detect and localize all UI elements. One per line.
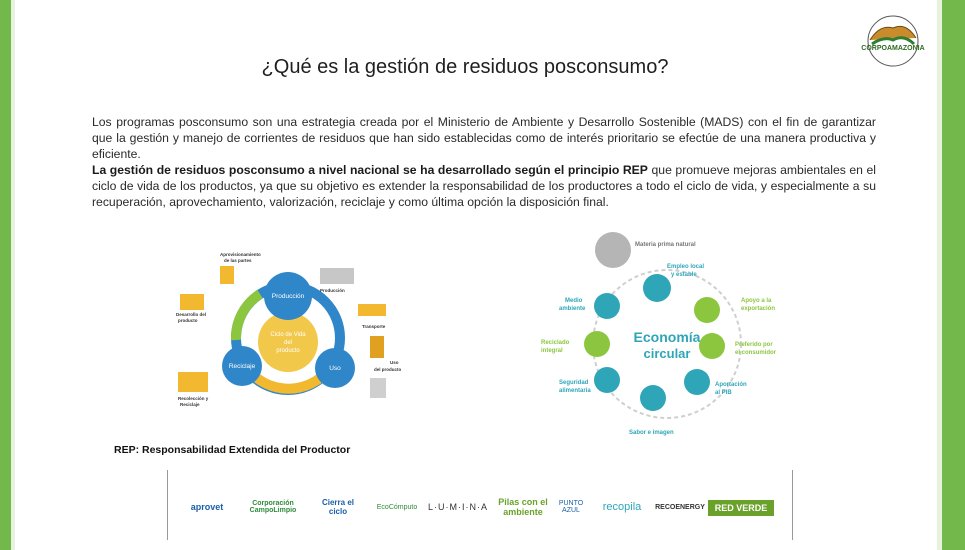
partner-aprovet-logo: aprovet — [190, 502, 224, 512]
right-green-border — [942, 0, 965, 550]
economia-circular-diagram — [535, 222, 800, 442]
preferido-icon — [699, 333, 725, 359]
label-aprov-1: Aprovisionamiento — [220, 252, 261, 257]
rep-caption: REP: Responsabilidad Extendida del Productor — [114, 444, 351, 456]
paragraph-2-bold: La gestión de residuos posconsumo a nivel nacional se ha desarrollado según el principio REP — [92, 163, 648, 177]
label-recoleccion-1: Recolección y — [178, 396, 209, 401]
label-uso-1: Uso — [390, 360, 399, 365]
label-produccion: Producción — [320, 288, 345, 293]
ec-label-materia: Materia prima natural — [635, 242, 696, 248]
page-title: ¿Qué es la gestión de residuos posconsumo? — [261, 56, 669, 78]
paragraph-2-rest: que promueve mejoras ambientales en el ciclo de vida de los productos, ya que su objetivo es extender la responsabilidad de los productores a todo el ciclo de vida, y especialmente a su recuperación, aprovechamiento, valorización, reciclaje y como última opción la disposición final. — [92, 163, 877, 209]
materia-prima-icon — [595, 232, 631, 268]
partner-campo-limpio-logo: Corporación CampoLimpio — [249, 500, 297, 514]
recycling-people-icon — [178, 372, 208, 392]
ec-label-aportacion-2: al PIB — [715, 390, 732, 396]
node-uso-label: Uso — [329, 365, 341, 372]
ec-label-seguridad-2: alimentaria — [559, 388, 591, 394]
partner-recopila-logo: recopila — [602, 501, 642, 513]
ec-label-aportacion-1: Aportación — [715, 382, 747, 388]
ec-label-sabor: Sabor e imagen — [629, 430, 674, 436]
node-produccion-label: Producción — [271, 293, 305, 300]
ec-label-apoyo-2: exportación — [741, 306, 776, 312]
corpoamazonia-wordmark: CORPOAMAZONIA — [861, 45, 925, 52]
ec-label-reciclado-2: integral — [541, 348, 563, 354]
center-line-1: Ciclo de Vida — [270, 332, 306, 338]
body-text — [92, 114, 876, 210]
partner-punto-azul-logo: PUNTO AZUL — [558, 500, 584, 514]
label-desarrollo-1: Desarrollo del — [176, 312, 207, 317]
right-light-border — [937, 0, 942, 550]
ec-center-2: circular — [643, 346, 691, 361]
ec-label-reciclado-1: Reciclado — [541, 340, 570, 346]
ec-label-empleo-1: Empleo local — [667, 264, 705, 270]
empleo-icon — [643, 274, 671, 302]
factory-icon — [320, 268, 354, 284]
center-line-3: producto — [276, 348, 300, 354]
partner-red-verde-logo: RED VERDE — [708, 500, 774, 516]
forklift-icon — [220, 266, 234, 284]
partner-lumina-logo: L·U·M·I·N·A — [428, 502, 488, 512]
ec-label-preferido-1: Preferido por — [735, 342, 773, 348]
reciclado-icon — [584, 331, 610, 357]
sabor-icon — [640, 385, 666, 411]
ec-label-empleo-2: y estable — [671, 272, 697, 278]
ec-center-1: Economía — [633, 329, 701, 345]
fridge-icon — [370, 378, 386, 398]
ec-label-medio-2: ambiente — [559, 306, 586, 312]
apoyo-icon — [694, 297, 720, 323]
node-reciclaje-label: Reciclaje — [228, 363, 256, 370]
ec-label-apoyo-1: Apoyo a la — [741, 298, 772, 304]
medio-ambiente-icon — [594, 293, 620, 319]
center-line-2: del — [283, 340, 293, 346]
workers-icon — [180, 294, 204, 310]
ec-label-medio-1: Medio — [565, 298, 583, 304]
partner-cierra-el-ciclo-logo: Cierra el ciclo — [321, 498, 355, 516]
label-uso-2: del producto — [374, 367, 402, 372]
partner-recoenergy-logo: RECOENERGY — [655, 503, 705, 511]
partner-ecocomputo-logo: EcoCómputo — [376, 503, 418, 511]
aportacion-icon — [684, 369, 710, 395]
corpoamazonia-logo — [860, 14, 926, 68]
ec-label-seguridad-1: Seguridad — [559, 380, 589, 386]
label-recoleccion-2: Reciclaje — [180, 402, 200, 407]
ec-label-preferido-2: el consumidor — [735, 350, 777, 356]
label-aprov-2: de las partes — [224, 258, 252, 263]
left-light-border — [11, 0, 15, 550]
label-transporte: Transporte — [362, 324, 386, 329]
truck-icon — [358, 304, 386, 316]
left-green-border — [0, 0, 11, 550]
label-desarrollo-2: producto — [178, 318, 198, 323]
person-icon — [370, 336, 384, 358]
life-cycle-diagram — [170, 240, 420, 420]
partner-pilas-logo: Pilas con el ambiente — [498, 497, 548, 517]
seguridad-icon — [594, 367, 620, 393]
paragraph-1: Los programas posconsumo son una estrategia creada por el Ministerio de Ambiente y Desarrollo Sostenible (MADS) con el fin de garantizar que la gestión y manejo de corrientes de residuos que han sido establecidas como de interés prioritario se efectúe de una manera productiva y eficiente. — [92, 115, 876, 161]
